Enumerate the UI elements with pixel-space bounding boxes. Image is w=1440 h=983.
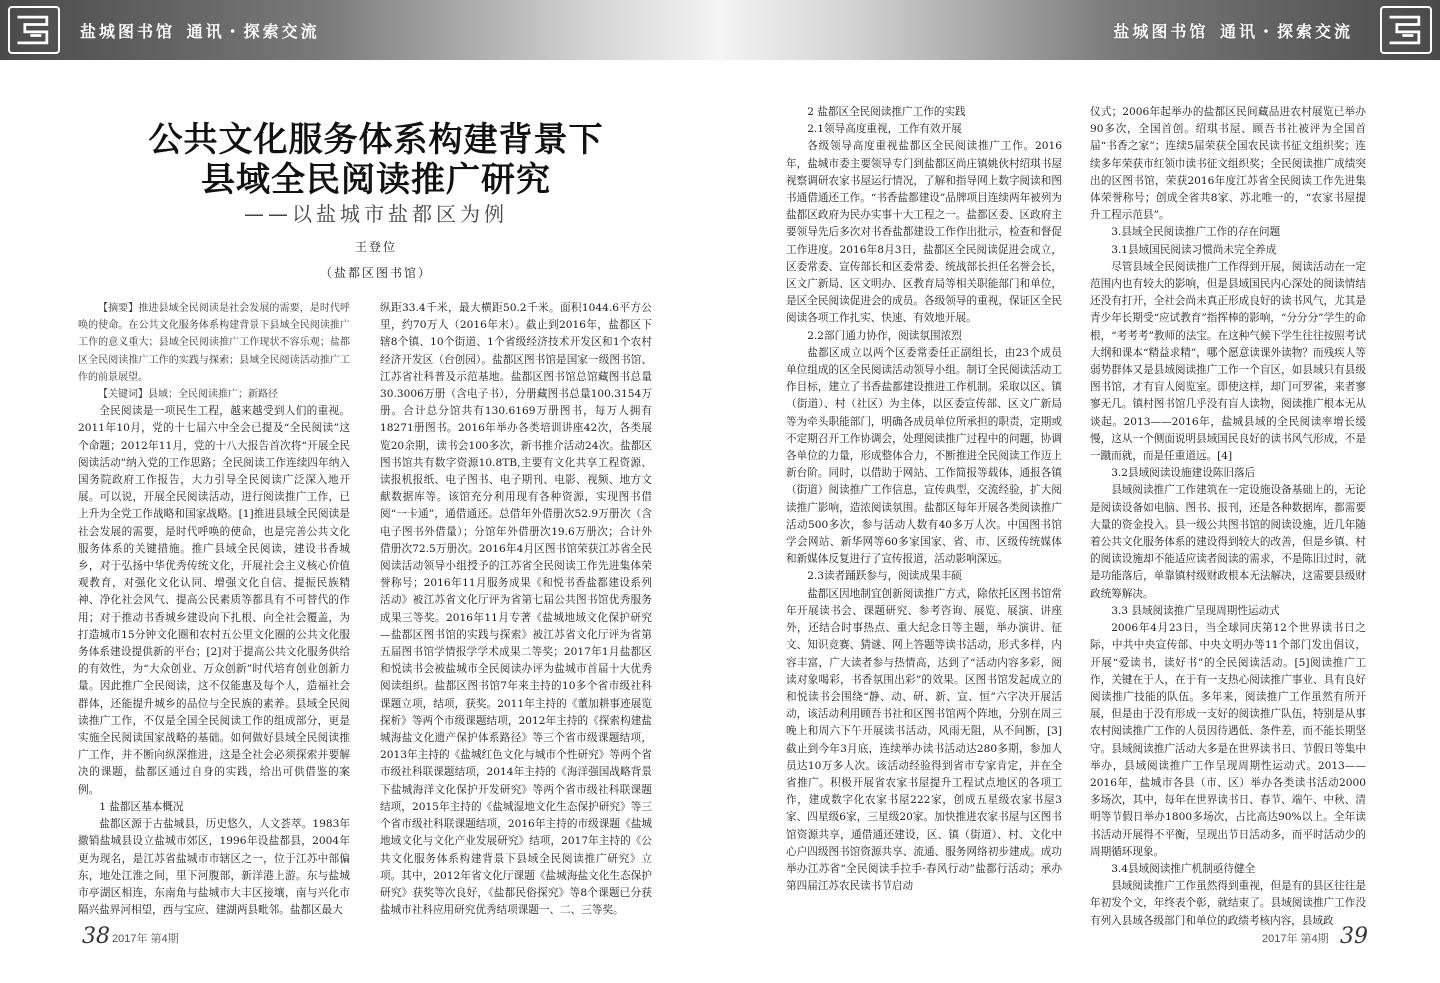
paragraph: 纵距33.4千米，最大横距50.2千米。面积1044.6平方公里，约70万人（2016年末）。截止到2016年，盐都区下辖8个镇、10个街道、1个省级经济技术开发区和1个农村经济开发区（台创园）。盐都区图书馆是国家一级图书馆、江苏省社科普及示范基地。盐都区图书馆总馆藏图书总量30.3006万册（含电子书），分册藏图书总量100.3154万册。合计总分馆共有130.6169万册图书，每万人拥有18271册图书。2016年举办各类培训讲座42次，各类展览20余期，读书会100多次，新书推介活动24次。盐都区图书馆共有数字资源10.8TB,主要有文化共享工程资源、读报机报纸、电子图书、电子期刊、电影、视频、地方文献数据库等。该馆充分利用现有各种资源，实现图书借阅“一卡通”，通借通还。总借年外借册次52.9万册次（含电子图书外借量）；分馆年外借册次19.6万册次；合计外借册次72.5万册次。2016年4月区图书馆荣获江苏省全民阅读活动领导小组授予的江苏省全民阅读工作先进集体荣誉称号；2016年11月服务成果《和悦书香盐都建设系列活动》被江苏省文化厅评为省第七届公共图书馆优秀服务成果三等奖。2016年11月专著《盐城地域文化保护研究—盐都区图书馆的实践与探索》被江苏省文化厅评为省第五届图书馆学情报学学术成果二等奖；2017年1月盐都区和悦读书会被盐城市全民阅读办评为盐城市首届十大优秀阅读组织。盐都区图书馆7年来主持的10多个省市级社科课题立项，结项，获奖。2011年主持的《董加耕事迹展览探析》等两个市级课题结项，2012年主持的《探索构建盐城海盐文化遗产保护体系路径》等三个省市级课题结项，2013年主持的《盐城红色文化与城市个性研究》等两个省市级社科联课题结项，2014年主持的《海洋强国战略背景下盐城海洋文化保护开发研究》等两个省市级社科联课题结项，2015年主持的《盐城湿地文化生态保护研究》等三个省市级社科联课题结项，2016年主持的市级课题《盐城地域文化与文化产业发展研究》结项，2017年主持的《公共文化服务体系构建背景下县域全民阅读推广研究》立项。其中，2012年省文化厅课题《盐城海盐文化生态保护研究》获奖等次良好，《盐都民俗探究》等8个课题已分获盐城市社科应用研究优秀结项课题一、二、三等奖。 bbox=[380, 302, 652, 917]
header-section-right: 通讯・探索交流 bbox=[1219, 22, 1353, 41]
header-section: 通讯・探索交流 bbox=[186, 22, 320, 41]
section-heading: 2 盐都区全民阅读推广工作的实践 bbox=[807, 106, 966, 118]
paragraph: 盐都区成立以两个区委常委任正副组长，由23个成员单位组成的区全民阅读活动领导小组。制订全民阅读活动工作目标，建立了书香盐都建设推进工作机制。采取以区、镇（街道）、村（社区）为主体，以区委宣传部、区文广新局等为牵头职能部门，明确各成员单位所承担的职责，定期或不定期召开工作协调会，处理阅读推广过程中的问题，协调各单位的力量，形成整体合力，不断推进全民阅读工作迈上新台阶。同时，以借助于网站、工作简报等载体，通报各镇（街道）阅读推广工作信息，宣传典型，交流经验，扩大阅读推广影响，造浓阅读氛围。盐都区每年开展各类阅读推广活动500多次，参与活动人数有40多万人次。中国图书馆学会网站、新华网等60多家国家、省、市、区级传统媒体和新媒体反复进行了宣传报道，活动影响深远。 bbox=[786, 346, 1062, 566]
section-heading: 2.1领导高度重视，工作有效开展 bbox=[807, 123, 962, 136]
article-subtitle: ——以盐城市盐都区为例 bbox=[244, 202, 508, 226]
text-column-3 bbox=[786, 104, 1062, 912]
header-bar-left bbox=[0, 0, 720, 60]
page-number-left: 38 bbox=[82, 924, 110, 949]
section-heading: 1 盐都区基本概况 bbox=[99, 800, 184, 813]
library-logo-icon-right bbox=[1380, 6, 1432, 54]
article-affiliation: （盐都区图书馆） bbox=[319, 266, 432, 280]
paragraph: 盐都区因地制宜创新阅读推广方式，除依托区图书馆常年开展读书会、课题研究、参考咨询、展览、展演、讲座外，还结合时事热点、重大纪念日等主题，举办演讲、征文、知识竞赛、猜谜、网上答题等读书活动，形式多样，内容丰富，广大读者参与热情高，达到了“活动内容多彩，阅读对象喝彩，书香氛围出彩”的效果。区图书馆发起成立的和悦读书会围绕“静、动、研、新、宣、恒”六字决开展活动，该活动利用顾吾书社和区图书馆两个阵地，分别在周三晚上和周六下午开展读书活动，风雨无阻，从不间断，[3]截止到今年3月底，连续举办读书活动达280多期，参加人员达10万多人次。该活动经验得到省市专家肯定，并在全省推广。积极开展省农家书屋提升工程试点地区的各项工作，建成数字化农家书屋222家，创成五星级农家书屋3家、四星级6家，三星级20家。加快推进农家书屋与区图书馆资源共享，通借通还建设，区、镇（街道）、村、文化中心户四级图书馆资源共享、流通、服务网络初步建成。成功举办江苏省“全民阅读手拉手·春风行动”盐都行活动；承办第四届江苏农民读书节启动 bbox=[786, 587, 1062, 893]
header-title-right bbox=[1113, 19, 1356, 42]
paragraph: 【摘要】推进县域全民阅读是社会发展的需要，是时代呼唤的使命。在公共文化服务体系构建背景下县域全民阅读推广工作的意义重大；县域全民阅读推广工作现状不容乐观；盐都区全民阅读推广工作的实践与探索；县域全民阅读活动推广工作的前景展望。 bbox=[78, 303, 350, 383]
paragraph: 2006年4月23日，当全球同庆第12个世界读书日之际，中共中央宣传部、中央文明办等11个部门发出倡议，开展“爱读书，读好书”的全民阅读活动。[5]阅读推广工作，关键在于人，在于有一支热心阅读推广事业、具有良好阅读推广技能的队伍。多年来，阅读推广工作虽然有所开展，但是由于没有形成一支好的阅读推广队伍，特别是从事农村阅读推广工作的人员因待遇低、条件差，而不能长期坚守。县域阅读推广活动大多是在世界读书日、节假日等集中举办，县域阅读推广工作呈现周期性运动式。2013——2016年，盐城市各县（市、区）举办各类读书活动2000多场次，其中，每年在世界读书日、春节、端午、中秋、清明等节假日举办1800多场次，占比高达90%以上。全年读书活动开展得不平衡，呈现出节日活动多，而平时活动少的周期循环现象。 bbox=[1090, 622, 1366, 858]
text-column-2 bbox=[380, 300, 652, 917]
paragraph: 【关键词】县域；全民阅读推广；新路径 bbox=[98, 389, 278, 401]
issue-label-right: 2017年 第4期 bbox=[1262, 933, 1329, 945]
header-brand-right: 盐城图书馆 bbox=[1113, 22, 1209, 41]
text-column-4 bbox=[1090, 104, 1366, 927]
section-heading: 2.2部门通力协作，阅读氛围浓烈 bbox=[807, 329, 962, 342]
section-heading: 3.1县域国民阅读习惯尚未完全养成 bbox=[1111, 243, 1277, 256]
paragraph: 县域阅读推广工作虽然得到重视，但是有的县区往往是年初发个文，年终表个彰，就结束了。县域阅读推广工作没有列入县域各级部门和单位的政绩考核内容，县域政 bbox=[1090, 880, 1366, 927]
section-heading: 3.3 县域阅读推广呈现周期性运动式 bbox=[1111, 604, 1280, 617]
paragraph: 各级领导高度重视盐都区全民阅读推广工作。2016年，盐城市委主要领导专门到盐都区尚庄镇姚伙村绍琪书屋视察调研农家书屋运行情况，了解和指导网上数字阅读和图书通借通还工作。“书香盐都建设”品牌项目连续两年被列为盐都区政府为民办实事十大工程之一。盐都区委、区政府主要领导先后多次对书香盐都建设工作作出批示，检查和督促工作进度。2016年8月3日，盐都区全民阅读促进会成立，区委常委、宣传部长和区委常委、统战部长担任名誉会长，区文广新局、区文明办、区教育局等相关职能部门和单位，是区全民阅读促进会的成员。各级领导的重视，保证区全民阅读各项工作扎实、快速、有效地开展。 bbox=[786, 140, 1062, 325]
paragraph: 县域阅读推广工作建筑在一定设施设备基础上的，无论是阅读设备如电脑、图书、报刊，还是各种数据库，都需要大量的资金投入。县一级公共图书馆的阅读设施，近几年随着公共文化服务体系的建设得到较大的改善，但是乡镇、村的阅读设施却不能适应读者阅读的需求，不是陈旧过时，就是功能落后，单靠镇村级财政根本无法解决，这需要县级财政统筹解决。 bbox=[1090, 484, 1366, 600]
article-title-line2: 县域全民阅读推广研究 bbox=[201, 160, 551, 200]
article-author: 王登位 bbox=[354, 240, 397, 254]
section-heading: 3.4县域阅读推广机制亟待健全 bbox=[1111, 862, 1256, 875]
paragraph: 盐都区源于古盐城县，历史悠久，人文荟萃。1983年撤销盐城县设立盐城市郊区，1996年设盐都县，2004年更为现名，是江苏省盐城市市辖区之一，位于江苏中部偏东，地处江淮之间，里下河腹部，新洋港上游。东与盐城市亭湖区相连，东南角与盐城市大丰区接壤，南与兴化市隔兴盐界河相望，西与宝应、建湖两县毗邻。盐都区最大 bbox=[78, 818, 350, 917]
header-title bbox=[80, 19, 323, 42]
paragraph: 尽管县域全民阅读推广工作得到开展，阅读活动在一定范围内也有较大的影响，但是县域国民内心深处的阅读情结还没有打开，全社会尚未真正形成良好的读书风气，尤其是青少年长期受“应试教育”指挥棒的影响，“分分分”学生的命根，“考考考”教师的法宝。在这种气候下学生往往按照考试大纲和课本“精益求精”，哪个愿意读课外读物？而残疾人等弱势群体又是县域阅读推广工作一个盲区，如县域只有县级图书馆，才有盲人阅览室。即使这样，却门可罗雀，来者寥寥无几。镇村图书馆几乎没有盲人读物，阅读推广根本无从谈起。2013——2016年，盐城县域的全民阅读率增长缓慢，这从一个侧面说明县域国民良好的读书风气形成，不是一蹴而就，而是任重道远。[4] bbox=[1090, 260, 1366, 463]
library-logo-icon bbox=[8, 6, 60, 54]
section-heading: 3.县域全民阅读推广工作的存在问题 bbox=[1111, 226, 1281, 239]
header-brand: 盐城图书馆 bbox=[80, 22, 176, 41]
text-column-1 bbox=[78, 300, 350, 917]
paragraph: 仪式；2006年起举办的盐都区民间藏品进农村展览已举办90多次，全国首创。绍琪书屋、顾吾书社被评为全国首届“书香之家”；连续5届荣获全国农民读书征文组织奖；连续多年荣获市红领巾读书征文组织奖；全民阅读推广成绩突出的区图书馆，荣获2016年度江苏省全民阅读工作先进集体荣誉称号；创成全省共8家、苏北唯一的，“农家书屋提升工程示范县”。 bbox=[1090, 106, 1366, 222]
paragraph: 全民阅读是一项民生工程，越来越受到人们的重视。2011年10月，党的十七届六中全会已提及“全民阅读”这个命题；2012年11月，党的十八大报告首次将“开展全民阅读活动”纳入党的工作思路；全民阅读工作连续四年纳入国务院政府工作报告，大力引导全民阅读广泛深入地开展。可以说，开展全民阅读活动，进行阅读推广工作，已上升为全党工作战略和国家战略。[1]推进县域全民阅读是社会发展的需要，是时代呼唤的使命，也是完善公共文化服务体系的关键措施。推广县域全民阅读，建设书香城乡，对于弘扬中华优秀传统文化，开展社会主义核心价值观教育，对强化文化认同、增强文化自信、提振民族精神、净化社会风气、提高公民素质等都具有不可替代的作用；对于推动书香城乡建设向下扎根、向全社会覆盖，为打造城市15分钟文化圈和农村五公里文化圈的公共文化服务体系建设提供新的平台；[2]对于提高公共文化服务供给的有效性，为“大众创业、万众创新”时代培育创业创新力量。因此推广全民阅读，这不仅能惠及每个人，造福社会群体，还能提升城乡的品位与全民族的素养。县域全民阅读推广工作，不仅是全国全民阅读工作的组成部分，更是实施全民阅读国家战略的基础。如何做好县域全民阅读推广工作，并不断向纵深推进，这是全社会必须探索并要解决的课题，盐都区通过自身的实践，给出可供借鉴的案例。 bbox=[78, 405, 350, 796]
section-heading: 3.2县域阅读设施建设陈旧落后 bbox=[1111, 467, 1256, 480]
issue-label-left: 2017年 第4期 bbox=[112, 933, 179, 945]
article-title-line1: 公共文化服务体系构建背景下 bbox=[148, 120, 604, 160]
section-heading: 2.3读者踊跃参与，阅读成果丰硕 bbox=[807, 570, 962, 583]
page-number-right: 39 bbox=[1340, 924, 1368, 949]
header-bar-right bbox=[720, 0, 1440, 60]
